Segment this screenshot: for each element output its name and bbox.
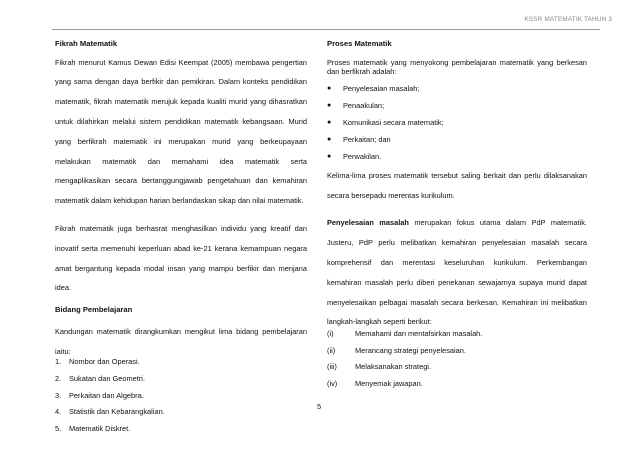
bullet-icon: ● <box>327 101 332 109</box>
list-item: (iii) Melaksanakan strategi. <box>327 362 431 372</box>
header-rule <box>52 29 600 30</box>
bidang-list <box>55 358 307 441</box>
bidang-intro: Kandungan matematik dirangkumkan mengikut lima bidang pembelajaran iaitu: <box>55 326 307 356</box>
bullet-icon: ● <box>327 135 332 143</box>
list-item: 5. Matematik Diskret. <box>55 423 131 433</box>
fikrah-paragraph-1: Fikrah menurut Kamus Dewan Edisi Keempat (2005) membawa pengertian yang sama dengan daya berfikir dan pemikiran. Dalam konteks pendidikan matematik, fikrah matematik merujuk kepada kualiti murid yang dihasratkan untuk dilahirkan melalui sistem pendidikan matematik kebangsaan. Murid yang berfikrah matematik ini merupakan murid yang berkeupayaan melakukan matematik dan memahami idea matematik serta mengaplikasikan secara bertanggungjawab pengetahuan dan kemahiran matematik dalam kehidupan harian berlandaskan sikap dan nilai matematik. <box>55 57 307 206</box>
bullet-icon: ● <box>327 84 332 92</box>
running-header: KSSR MATEMATIK TAHUN 3 <box>524 16 612 23</box>
proses-heading: Proses Matematik <box>327 39 392 48</box>
list-item: ● Perkaitan; dan <box>327 136 587 153</box>
list-item: (iv) Menyemak jawapan. <box>327 378 423 388</box>
list-item: 1. Nombor dan Operasi. <box>55 357 140 367</box>
page-number: 5 <box>316 402 322 411</box>
list-item: ● Penyelesaian masalah; <box>327 85 587 102</box>
list-item: 2. Sukatan dan Geometri. <box>55 373 146 383</box>
list-item: ● Perwakilan. <box>327 153 587 170</box>
list-item: ● Penaakulan; <box>327 102 587 119</box>
bidang-heading: Bidang Pembelajaran <box>55 305 133 315</box>
list-item: 4. Statistik dan Kebarangkalian. <box>55 407 165 417</box>
penyelesaian-paragraph <box>327 213 587 332</box>
right-column <box>327 40 587 397</box>
list-item: ● Komunikasi secara matematik; <box>327 119 587 136</box>
left-column <box>55 40 307 441</box>
proses-intro: Proses matematik yang menyokong pembelajaran matematik yang berkesan dan berfikrah adalah: <box>327 57 587 77</box>
proses-summary: Kelima-lima proses matematik tersebut saling berkait dan perlu dilaksanakan secara bersepadu merentas kurikulum. <box>327 170 587 200</box>
list-item: 3. Perkaitan dan Algebra. <box>55 390 144 400</box>
steps-list <box>327 330 587 396</box>
bullet-icon: ● <box>327 152 332 160</box>
penyelesaian-text: merupakan fokus utama dalam PdP matematik. Justeru, PdP perlu melibatkan kemahiran penyelesaian masalah secara komprehensif dan merentasi keseluruhan kurikulum. Perkembangan kemahiran masalah perlu diberi penekanan sewajarnya supaya murid dapat menyelesaikan pelbagai masalah secara berkesan. Kemahiran ini melibatkan langkah-langkah seperti berikut: <box>327 218 587 327</box>
penyelesaian-term: Penyelesaian masalah <box>327 218 409 228</box>
list-item: (i) Memahami dan mentafsirkan masalah. <box>327 329 483 339</box>
list-item: (ii) Merancang strategi penyelesaian. <box>327 345 466 355</box>
fikrah-heading: Fikrah Matematik <box>55 39 118 48</box>
proses-list <box>327 85 587 170</box>
fikrah-paragraph-2: Fikrah matematik juga berhasrat menghasilkan individu yang kreatif dan inovatif serta memenuhi keperluan abad ke-21 kerana kemampuan negara amat bergantung kepada modal insan yang mampu berfikir dan menjana idea. <box>55 223 307 293</box>
bullet-icon: ● <box>327 118 332 126</box>
